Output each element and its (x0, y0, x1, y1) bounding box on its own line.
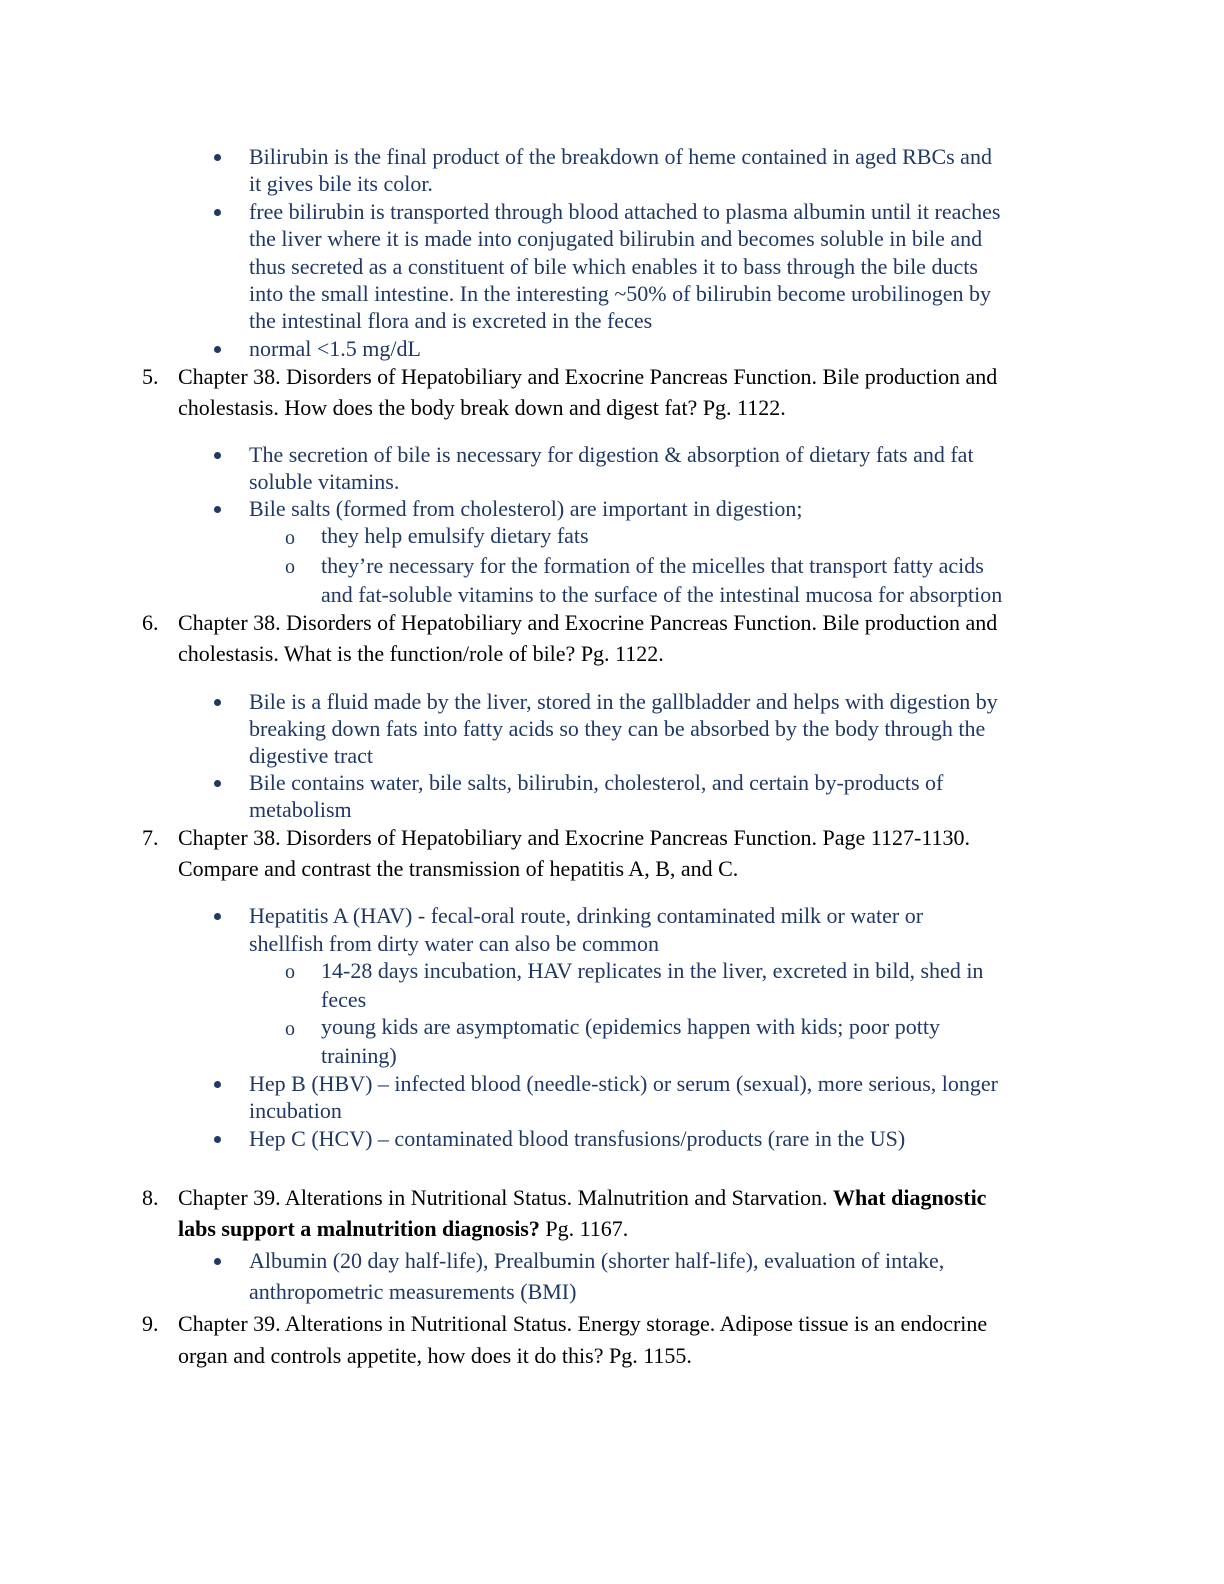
bullet-icon (214, 1136, 221, 1143)
question-text: cholestasis. How does the body break down and digest fat? Pg. 1122. (178, 395, 786, 420)
question-text: Chapter 38. Disorders of Hepatobiliary and Exocrine Pancreas Function. Page 1127-1130. (178, 825, 970, 850)
bullet-text: into the small intestine. In the interesting ~50% of bilirubin become urobilinogen by (249, 281, 992, 306)
bullet-text: breaking down fats into fatty acids so they can be absorbed by the body through the (249, 716, 986, 741)
bullet-icon (214, 1258, 221, 1265)
bullet-text: digestive tract (249, 743, 374, 768)
question-text: Compare and contrast the transmission of hepatitis A, B, and C. (178, 856, 739, 881)
bullet-text: free bilirubin is transported through blood attached to plasma albumin until it reaches (249, 199, 1001, 224)
sub-bullet-text: training) (321, 1043, 397, 1068)
bullet-icon (214, 452, 221, 459)
question-number: 9. (142, 1311, 159, 1336)
bullet-icon (214, 913, 221, 920)
bullet-icon (214, 1081, 221, 1088)
sub-bullet-text: they help emulsify dietary fats (321, 523, 589, 548)
bullet-icon (214, 154, 221, 161)
question-text: Chapter 38. Disorders of Hepatobiliary and Exocrine Pancreas Function. Bile production and (178, 364, 998, 389)
question-text-plain: Chapter 39. Alterations in Nutritional Status. Malnutrition and Starvation. (178, 1185, 834, 1210)
question-number: 5. (142, 364, 159, 389)
bullet-text: Hep C (HCV) – contaminated blood transfusions/products (rare in the US) (249, 1126, 906, 1151)
bullet-text: The secretion of bile is necessary for digestion & absorption of dietary fats and fat (249, 442, 974, 467)
bullet-text: shellfish from dirty water can also be common (249, 931, 659, 956)
question-text: Chapter 38. Disorders of Hepatobiliary and Exocrine Pancreas Function. Bile production and (178, 610, 998, 635)
bullet-icon (214, 506, 221, 513)
question-text: cholestasis. What is the function/role of bile? Pg. 1122. (178, 641, 664, 666)
bullet-text: Hepatitis A (HAV) - fecal-oral route, drinking contaminated milk or water or (249, 903, 924, 928)
bullet-text: Bile salts (formed from cholesterol) are important in digestion; (249, 496, 803, 521)
circle-bullet-icon: o (285, 1018, 295, 1040)
question-text-bold: labs support a malnutrition diagnosis? (178, 1216, 540, 1241)
bullet-text: the intestinal flora and is excreted in the feces (249, 308, 653, 333)
bullet-text: metabolism (249, 797, 352, 822)
question-text: organ and controls appetite, how does it do this? Pg. 1155. (178, 1343, 692, 1368)
sub-bullet-text: 14-28 days incubation, HAV replicates in the liver, excreted in bild, shed in (321, 958, 984, 983)
bullet-text: soluble vitamins. (249, 469, 400, 494)
question-text-bold: What diagnostic (833, 1185, 987, 1210)
bullet-text: Hep B (HBV) – infected blood (needle-stick) or serum (sexual), more serious, longer (249, 1071, 998, 1096)
question-number: 8. (142, 1185, 159, 1210)
question-text (178, 1187, 986, 1209)
circle-bullet-icon: o (285, 961, 295, 983)
bullet-text: Bilirubin is the final product of the breakdown of heme contained in aged RBCs and (249, 144, 992, 169)
sub-bullet-text: feces (321, 987, 367, 1012)
question-number: 7. (142, 825, 159, 850)
question-text (178, 1218, 628, 1240)
bullet-icon (214, 780, 221, 787)
bullet-text: it gives bile its color. (249, 171, 433, 196)
sub-bullet-text: and fat-soluble vitamins to the surface of the intestinal mucosa for absorption (321, 582, 1003, 607)
bullet-text: thus secreted as a constituent of bile which enables it to bass through the bile ducts (249, 254, 978, 279)
question-text: Chapter 39. Alterations in Nutritional Status. Energy storage. Adipose tissue is an endocrine (178, 1311, 988, 1336)
bullet-icon (214, 699, 221, 706)
bullet-text: anthropometric measurements (BMI) (249, 1279, 577, 1304)
question-number: 6. (142, 610, 159, 635)
bullet-icon (214, 346, 221, 353)
bullet-text: incubation (249, 1098, 342, 1123)
sub-bullet-text: young kids are asymptomatic (epidemics happen with kids; poor potty (321, 1014, 940, 1039)
question-text-plain: Pg. 1167. (539, 1216, 629, 1241)
circle-bullet-icon: o (285, 556, 295, 578)
bullet-text: Bile contains water, bile salts, bilirubin, cholesterol, and certain by-products of (249, 770, 944, 795)
circle-bullet-icon: o (285, 527, 295, 549)
bullet-text: Albumin (20 day half-life), Prealbumin (shorter half-life), evaluation of intake, (249, 1248, 945, 1273)
bullet-text: the liver where it is made into conjugated bilirubin and becomes soluble in bile and (249, 226, 983, 251)
bullet-icon (214, 209, 221, 216)
bullet-text: Bile is a fluid made by the liver, stored in the gallbladder and helps with digestion by (249, 689, 998, 714)
sub-bullet-text: they’re necessary for the formation of the micelles that transport fatty acids (321, 553, 984, 578)
bullet-text: normal <1.5 mg/dL (249, 336, 421, 361)
